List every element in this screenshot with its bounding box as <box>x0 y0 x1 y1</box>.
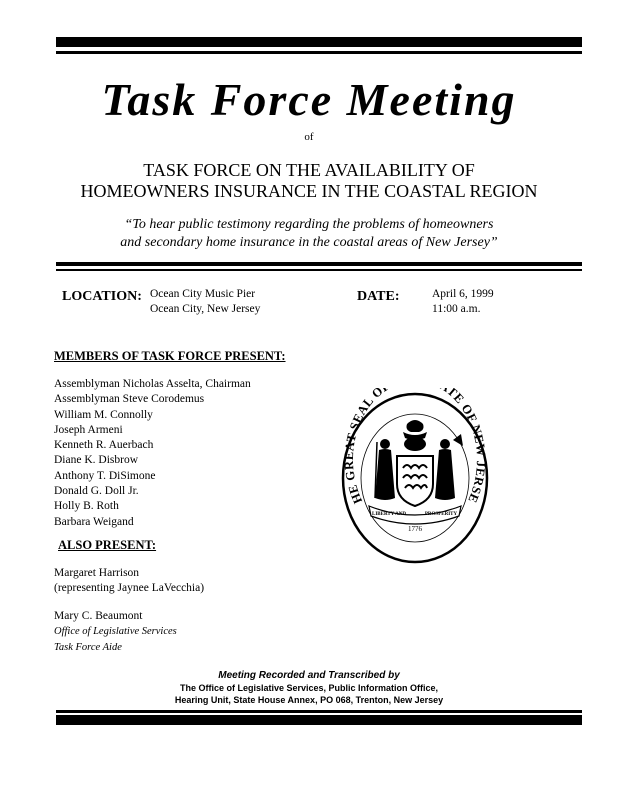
member-item: Assemblyman Steve Corodemus <box>54 393 205 406</box>
task-force-name <box>0 160 618 202</box>
top-rule-thick <box>56 37 582 47</box>
location-value <box>150 287 260 317</box>
location-line1: Ocean City Music Pier <box>150 288 256 300</box>
person-name: Mary C. Beaumont <box>54 610 143 622</box>
member-item: Kenneth R. Auerbach <box>54 439 154 452</box>
purpose-quote <box>0 216 618 252</box>
task-force-name-line2: HOMEOWNERS INSURANCE IN THE COASTAL REGION <box>80 181 538 201</box>
also-present-heading: ALSO PRESENT: <box>58 538 157 552</box>
bottom-rule-thick <box>56 715 582 725</box>
date-line1: April 6, 1999 <box>432 288 494 300</box>
middle-rule-thick <box>56 262 582 266</box>
date-value <box>432 287 494 317</box>
members-list <box>54 377 251 530</box>
seal-year: 1776 <box>408 525 422 533</box>
member-item: Diane K. Disbrow <box>54 454 138 467</box>
seal-arc-text: HE GREAT SEAL O TE OF NEW JERSE <box>341 388 489 506</box>
top-rule-thin <box>56 51 582 54</box>
member-item: William M. Connolly <box>54 408 153 421</box>
person-name: Margaret Harrison <box>54 567 140 579</box>
location-line2: Ocean City, New Jersey <box>150 303 261 315</box>
member-item: Assemblyman Nicholas Asselta, Chairman <box>54 378 251 390</box>
person-note: (representing Jaynee LaVecchia) <box>54 582 205 595</box>
purpose-line2: and secondary home insurance in the coastal areas of New Jersey” <box>120 235 498 250</box>
person-role: Task Force Aide <box>54 641 122 653</box>
of-text: of <box>304 131 314 143</box>
state-seal-icon <box>341 388 489 564</box>
members-heading: MEMBERS OF TASK FORCE PRESENT: <box>54 349 286 363</box>
purpose-line1: “To hear public testimony regarding the problems of homeowners <box>124 217 494 232</box>
member-item: Anthony T. DiSimone <box>54 469 156 482</box>
person-office: Office of Legislative Services <box>54 626 177 638</box>
state-seal <box>341 388 489 564</box>
footer-line1: Meeting Recorded and Transcribed by <box>218 670 400 681</box>
seal-ribbon-left: LIBERTY AND <box>372 512 406 517</box>
document-title: Task Force Meeting <box>101 74 517 125</box>
footer-line3: Hearing Unit, State House Annex, PO 068, Trenton, New Jersey <box>174 695 444 705</box>
date-line2: 11:00 a.m. <box>432 303 481 315</box>
member-item: Joseph Armeni <box>54 423 123 436</box>
member-item: Donald G. Doll Jr. <box>54 485 139 498</box>
member-item: Barbara Weigand <box>54 515 134 528</box>
seal-ribbon-right: PROSPERITY <box>424 512 458 517</box>
middle-rule-thin <box>56 269 582 271</box>
bottom-rule-thin <box>56 710 582 713</box>
also-present-person2 <box>54 609 177 655</box>
member-item: Holly B. Roth <box>54 500 119 513</box>
also-present-person1 <box>54 566 204 597</box>
task-force-name-line1: TASK FORCE ON THE AVAILABILITY OF <box>143 160 475 180</box>
footer-line2: The Office of Legislative Services, Public Information Office, <box>179 683 439 693</box>
date-label: DATE: <box>357 289 400 304</box>
location-label: LOCATION: <box>62 289 142 304</box>
